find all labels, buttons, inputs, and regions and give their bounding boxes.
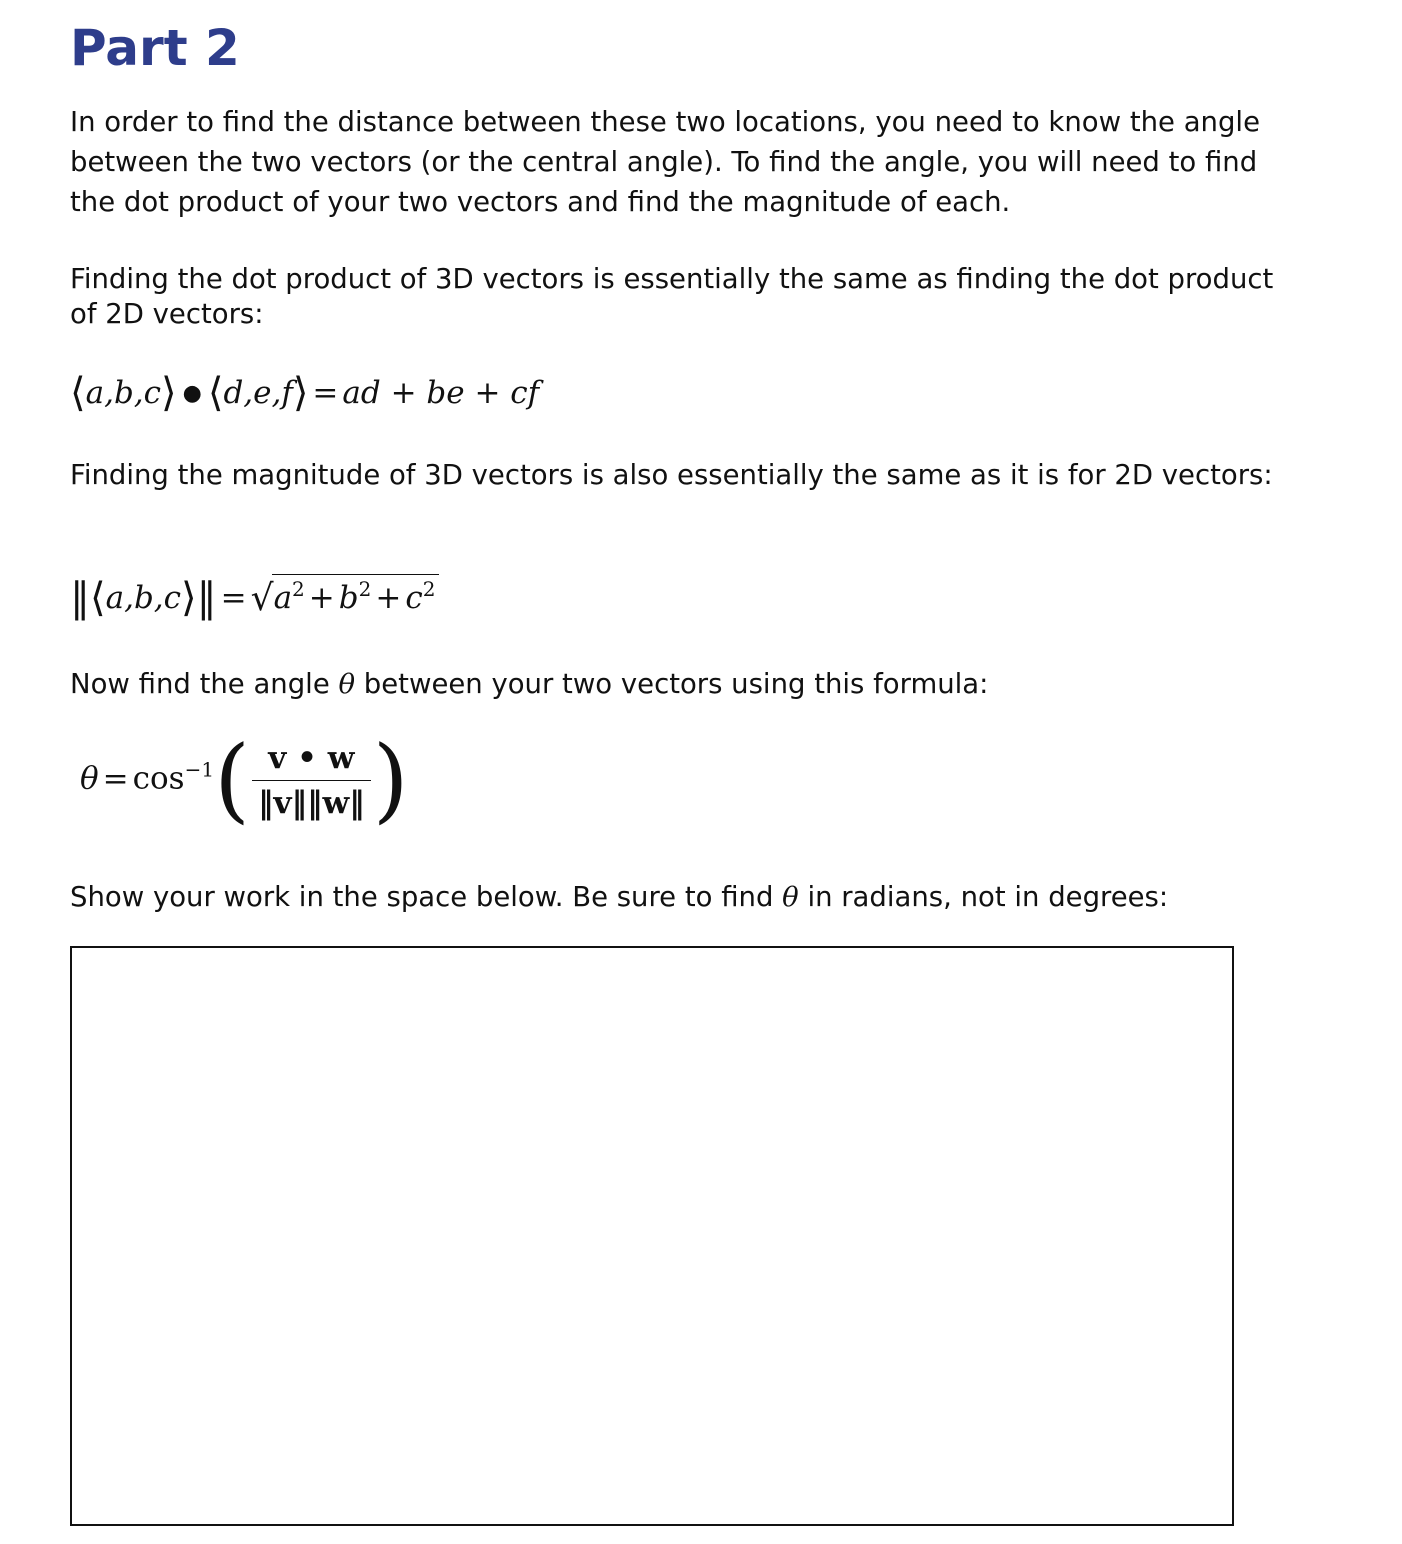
left-paren: ( xyxy=(214,726,250,833)
dot-right-vector: d,e,f xyxy=(223,375,293,411)
exponent: 2 xyxy=(358,577,372,601)
exponent: 2 xyxy=(422,577,436,601)
right-angle-bracket: ⟩ xyxy=(161,370,177,416)
theta-symbol: θ xyxy=(782,881,799,913)
right-paren: ) xyxy=(372,726,409,833)
dot-left-vector: a,b,c xyxy=(85,375,162,411)
exponent: 2 xyxy=(292,577,305,601)
term-a: a xyxy=(273,580,293,616)
fraction-numerator: v • w xyxy=(268,739,355,776)
norm-bar-left: ‖⟨ xyxy=(70,575,106,621)
left-angle-bracket: ⟨ xyxy=(207,370,224,416)
dot-product-intro: Finding the dot product of 3D vectors is essentially the same as finding the dot product of 2D vectors: xyxy=(70,263,1274,330)
angle-intro xyxy=(70,664,1300,704)
term-b: b xyxy=(338,580,359,616)
arccos-function: cos xyxy=(132,760,185,797)
fraction-group xyxy=(214,726,409,833)
angle-intro-text-1: Now find the angle xyxy=(70,668,339,700)
plus-sign: + xyxy=(375,580,402,616)
right-angle-bracket: ⟩ xyxy=(292,370,309,416)
equals-sign: = xyxy=(312,375,339,411)
plus-sign: + xyxy=(308,580,335,616)
intro-paragraph: In order to find the distance between these two locations, you need to know the angle between the two vectors (or the central angle). To find the angle, you will need to find the dot product of your two vectors and find the magnitude of each. xyxy=(70,106,1260,218)
radical-sign: √ xyxy=(250,578,274,619)
work-text-1: Show your work in the space below. Be sure to find xyxy=(70,881,783,913)
work-area-box[interactable] xyxy=(70,946,1234,1526)
theta-lhs: θ xyxy=(80,760,99,797)
work-text-2: in radians, not in degrees: xyxy=(798,881,1169,913)
fraction-denominator: ‖v‖‖w‖ xyxy=(252,780,371,821)
term-c: c xyxy=(405,580,423,616)
square-root xyxy=(251,574,440,619)
dot-product-equation xyxy=(70,370,539,416)
left-angle-bracket: ⟨ xyxy=(70,370,86,416)
magnitude-equation xyxy=(70,574,439,621)
angle-equation xyxy=(80,726,409,833)
page-title: Part 2 xyxy=(70,19,240,77)
norm-bar-right: ⟩‖ xyxy=(181,575,217,621)
dot-result: ad + be + cf xyxy=(342,375,540,411)
inverse-exponent: −1 xyxy=(184,757,215,782)
fraction xyxy=(252,740,371,821)
theta-symbol: θ xyxy=(338,668,356,700)
equals-sign: = xyxy=(102,760,129,797)
magnitude-vector: a,b,c xyxy=(105,580,182,616)
angle-intro-text-2: between your two vectors using this formula: xyxy=(355,668,989,700)
magnitude-intro: Finding the magnitude of 3D vectors is also essentially the same as it is for 2D vectors: xyxy=(70,459,1273,491)
radicand xyxy=(272,574,440,616)
dot-operator: ● xyxy=(182,381,202,406)
equals-sign: = xyxy=(220,580,247,616)
work-instructions xyxy=(70,877,1300,917)
